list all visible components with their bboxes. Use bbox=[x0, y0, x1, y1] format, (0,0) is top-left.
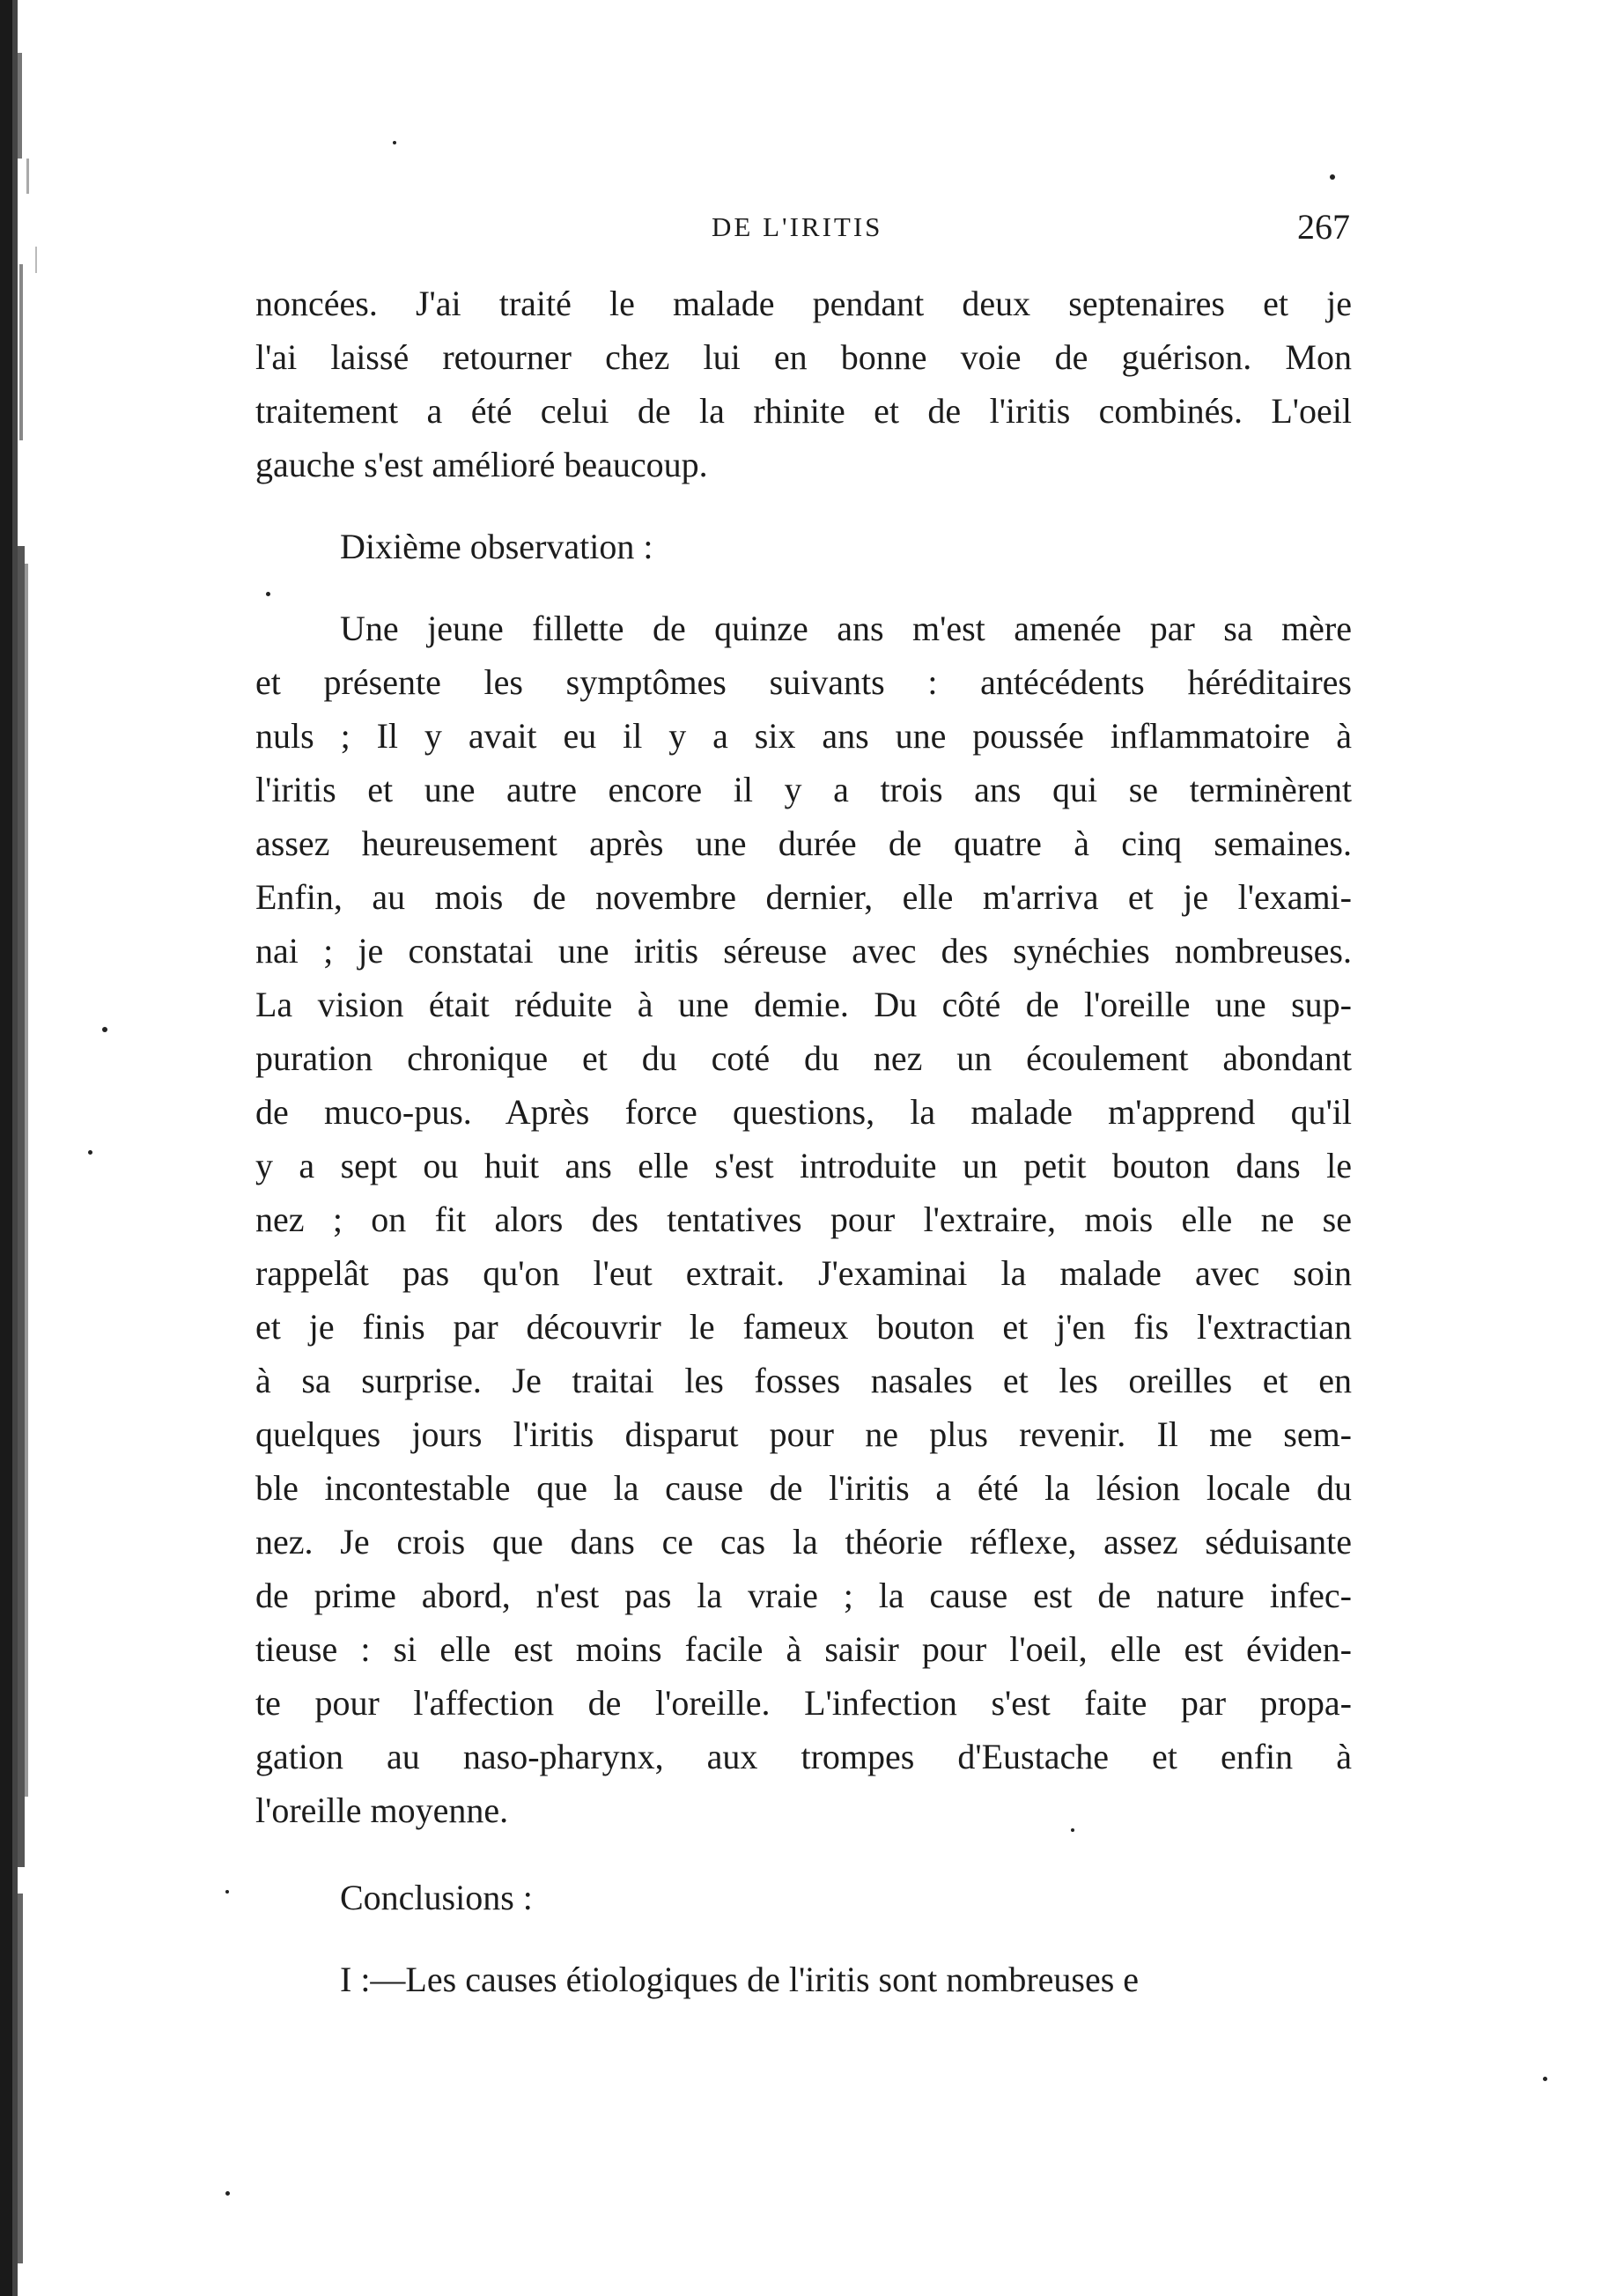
text-line: quelques jours l'iritis disparut pour ne plus revenir. Il me sem- bbox=[255, 1414, 1352, 1454]
scan-speck bbox=[88, 1150, 92, 1155]
text-line: Une jeune fillette de quinze ans m'est amenée par sa mère bbox=[340, 609, 1352, 648]
binding-edge bbox=[0, 0, 56, 2296]
scan-speck bbox=[1330, 174, 1335, 180]
running-title: DE L'IRITIS bbox=[712, 211, 883, 242]
scan-speck bbox=[393, 141, 396, 144]
scan-speck bbox=[1543, 2077, 1547, 2081]
text-line: gation au naso-pharynx, aux trompes d'Eustache et enfin à bbox=[255, 1737, 1352, 1776]
text-line: rappelât pas qu'on l'eut extrait. J'examinai la malade avec soin bbox=[255, 1253, 1352, 1293]
text-line: gauche s'est amélioré beaucoup. bbox=[255, 445, 708, 484]
text-line: La vision était réduite à une demie. Du côté de l'oreille une sup- bbox=[255, 985, 1352, 1024]
text-line: nuls ; Il y avait eu il y a six ans une poussée inflammatoire à bbox=[255, 716, 1352, 756]
text-line: l'ai laissé retourner chez lui en bonne voie de guérison. Mon bbox=[255, 337, 1352, 377]
text-line: nez. Je crois que dans ce cas la théorie réflexe, assez séduisante bbox=[255, 1522, 1352, 1561]
book-page bbox=[255, 207, 1352, 2006]
text-line: à sa surprise. Je traitai les fosses nasales et les oreilles et en bbox=[255, 1361, 1352, 1400]
page-number: 267 bbox=[1297, 207, 1350, 247]
body-text bbox=[255, 277, 1352, 2006]
paragraph-continued bbox=[255, 277, 1352, 491]
text-line: te pour l'affection de l'oreille. L'infection s'est faite par propa- bbox=[255, 1683, 1352, 1723]
scan-speck bbox=[102, 1027, 107, 1032]
text-line: de muco-pus. Après force questions, la malade m'apprend qu'il bbox=[255, 1092, 1352, 1132]
text-line: tieuse : si elle est moins facile à saisir pour l'oeil, elle est éviden- bbox=[255, 1629, 1352, 1669]
scan-speck bbox=[225, 1890, 229, 1894]
text-line: puration chronique et du coté du nez un écoulement abondant bbox=[255, 1038, 1352, 1078]
conclusions-heading: Conclusions : bbox=[340, 1878, 533, 1917]
text-line: traitement a été celui de la rhinite et de l'iritis combinés. L'oeil bbox=[255, 391, 1352, 431]
scan-speck bbox=[225, 2191, 230, 2196]
text-line: noncées. J'ai traité le malade pendant deux septenaires et je bbox=[255, 284, 1352, 323]
text-line: l'oreille moyenne. bbox=[255, 1790, 509, 1830]
text-line: nez ; on fit alors des tentatives pour l'extraire, mois elle ne se bbox=[255, 1200, 1352, 1239]
text-line: nai ; je constatai une iritis séreuse avec des synéchies nombreuses. bbox=[255, 931, 1352, 971]
text-line: Enfin, au mois de novembre dernier, elle m'arriva et je l'exami- bbox=[255, 877, 1352, 917]
text-line: et présente les symptômes suivants : antécédents héréditaires bbox=[255, 662, 1352, 702]
text-line: assez heureusement après une durée de quatre à cinq semaines. bbox=[255, 823, 1352, 863]
observation-heading: Dixième observation : bbox=[340, 527, 653, 566]
text-line: et je finis par découvrir le fameux bouton et j'en fis l'extractian bbox=[255, 1307, 1352, 1347]
text-line: de prime abord, n'est pas la vraie ; la cause est de nature infec- bbox=[255, 1576, 1352, 1615]
text-line: y a sept ou huit ans elle s'est introduite un petit bouton dans le bbox=[255, 1146, 1352, 1185]
observation-paragraph bbox=[255, 602, 1352, 1837]
text-line: l'iritis et une autre encore il y a trois ans qui se terminèrent bbox=[255, 770, 1352, 809]
conclusion-item: I :—Les causes étiologiques de l'iritis sont nombreuses e bbox=[340, 1960, 1140, 1999]
running-head bbox=[255, 207, 1352, 255]
text-line: ble incontestable que la cause de l'iritis a été la lésion locale du bbox=[255, 1468, 1352, 1508]
